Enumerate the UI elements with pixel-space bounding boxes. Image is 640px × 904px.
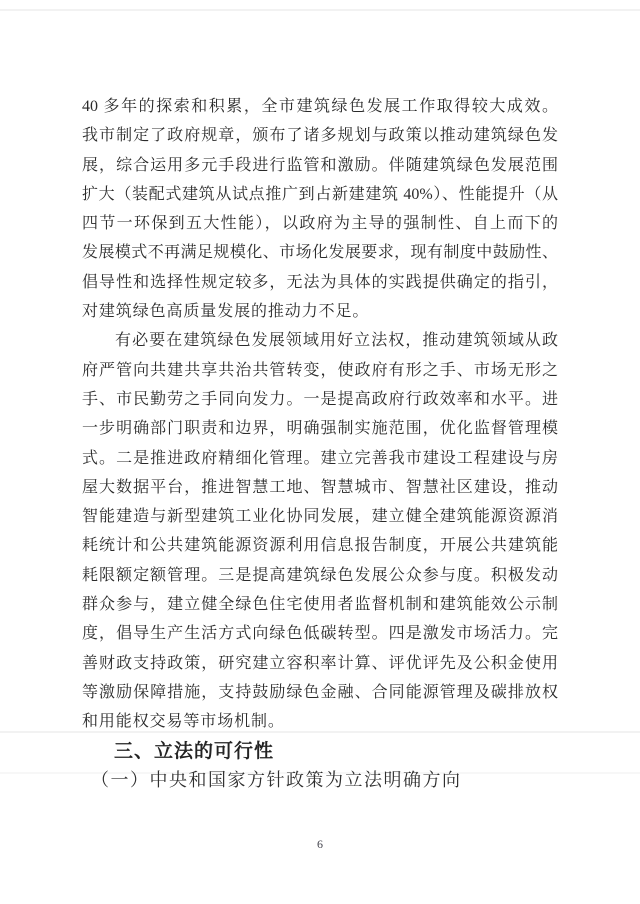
body-line: 屋大数据平台，推进智慧工地、智慧城市、智慧社区建设，推动: [82, 478, 558, 496]
body-line: 等激励保障措施，支持鼓励绿色金融、合同能源管理及碳排放权: [82, 683, 558, 701]
body-line: 度，倡导生产生活方式向绿色低碳转型。四是激发市场活力。完: [82, 625, 558, 643]
subsection-heading: （一）中央和国家方针政策为立法明确方向: [91, 769, 462, 790]
body-line: 和用能权交易等市场机制。: [82, 713, 285, 731]
body-line: 40 多年的探索和积累，全市建筑绿色发展工作取得较大成效。: [82, 98, 558, 115]
body-line: 扩大（装配式建筑从试点推广到占新建建筑 40%）、性能提升（从: [82, 185, 558, 203]
body-line: 耗限额定额管理。三是提高建筑绿色发展公众参与度。积极发动: [82, 566, 558, 584]
body-line: 手、市民勤劳之手同向发力。一是提高政府行政效率和水平。进: [82, 390, 558, 408]
body-line: 倡导性和选择性规定较多，无法为具体的实践提供确定的指引，: [82, 273, 558, 291]
section-heading: 三、立法的可行性: [114, 740, 275, 762]
body-line: 发展模式不再满足规模化、市场化发展要求，现有制度中鼓励性、: [82, 244, 558, 262]
body-line: 对建筑绿色高质量发展的推动力不足。: [82, 303, 370, 321]
body-line: 府严管向共建共享共治共管转变，使政府有形之手、市场无形之: [82, 361, 558, 379]
body-line: 式。二是推进政府精细化管理。建立完善我市建设工程建设与房: [82, 449, 558, 467]
page-number: 6: [317, 837, 323, 851]
body-line: 四节一环保到五大性能），以政府为主导的强制性、自上而下的: [82, 215, 558, 233]
body-line: 善财政支持政策，研究建立容积率计算、评优评先及公积金使用: [82, 654, 558, 672]
body-line: 展，综合运用多元手段进行监管和激励。伴随建筑绿色发展范围: [82, 156, 558, 174]
scan-artifact-line: [0, 9, 640, 11]
text-block: [82, 92, 558, 795]
body-line: 有必要在建筑绿色发展领域用好立法权，推动建筑领域从政: [115, 332, 558, 350]
body-line: 一步明确部门职责和边界，明确强制实施范围，优化监督管理模: [82, 420, 558, 438]
body-line: 群众参与，建立健全绿色住宅使用者监督机制和建筑能效公示制: [82, 596, 558, 614]
body-line: 耗统计和公共建筑能源资源利用信息报告制度，开展公共建筑能: [82, 537, 558, 555]
body-line: 智能建造与新型建筑工业化协同发展，建立健全建筑能源资源消: [82, 508, 558, 526]
body-line: 我市制定了政府规章，颁布了诸多规划与政策以推动建筑绿色发: [82, 127, 558, 145]
